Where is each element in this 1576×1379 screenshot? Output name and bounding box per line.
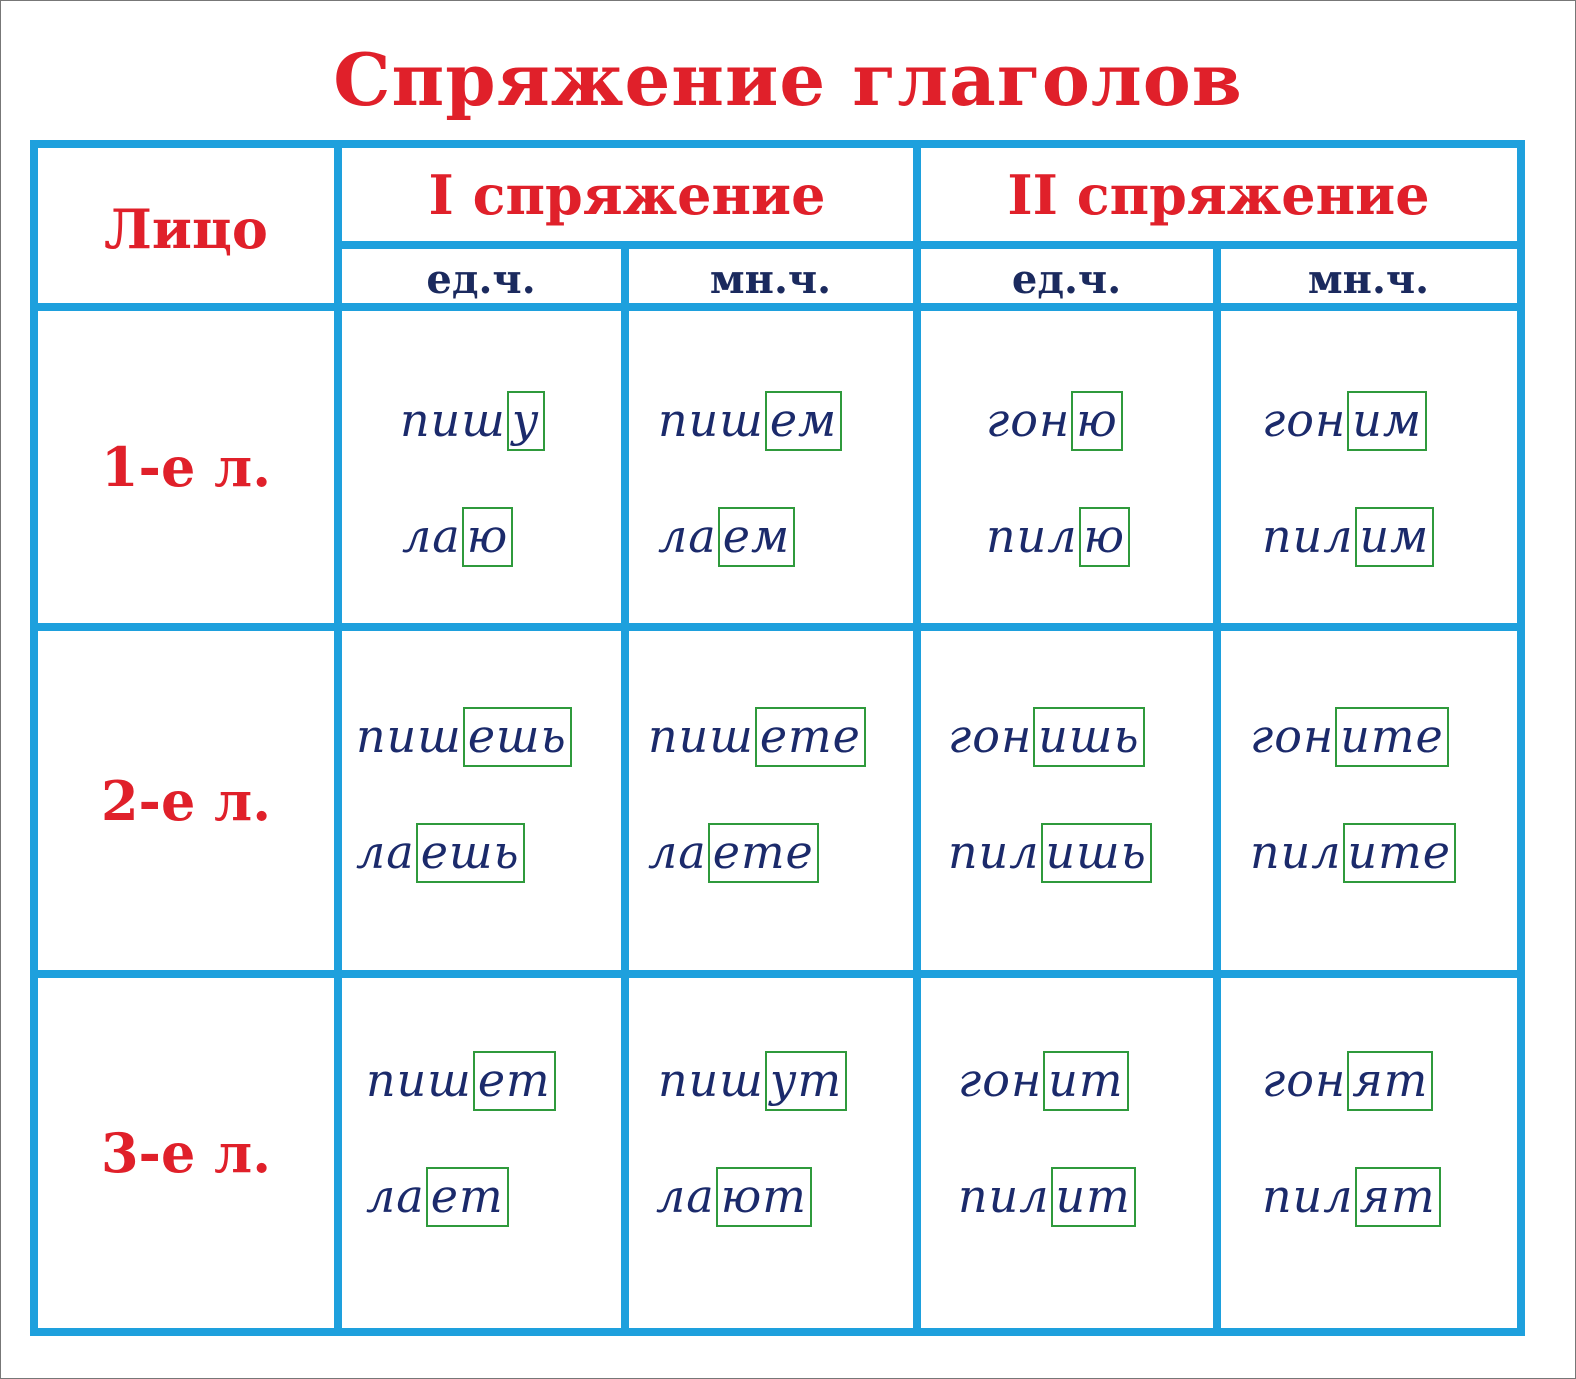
verb-stem: пил <box>1262 1169 1354 1223</box>
verb-ending-box: ем <box>718 507 795 567</box>
verb-stem: гон <box>1250 709 1335 763</box>
header-conjugation-2: II спряжение <box>1007 163 1430 227</box>
header-person: Лицо <box>104 197 268 261</box>
verb-stem: гон <box>948 709 1033 763</box>
verb-ending-box: ите <box>1335 707 1448 767</box>
verb-stem: ла <box>366 1169 425 1223</box>
person-label: 3-е л. <box>100 1121 271 1185</box>
verb-form <box>366 1169 509 1223</box>
verb-stem: пиш <box>356 709 462 763</box>
verb-ending-box: ит <box>1051 1167 1136 1227</box>
verb-ending-box: ешь <box>463 707 572 767</box>
grid-horizontal-line <box>30 1328 1525 1336</box>
verb-stem: пил <box>948 825 1040 879</box>
verb-ending-box: ишь <box>1033 707 1144 767</box>
verb-stem: гон <box>1262 1053 1347 1107</box>
verb-ending-box: им <box>1355 507 1435 567</box>
verb-form <box>1250 709 1449 763</box>
verb-stem: пиш <box>648 709 754 763</box>
verb-form <box>356 709 572 763</box>
verb-stem: гон <box>958 1053 1043 1107</box>
header-conj1-singular: ед.ч. <box>426 255 536 303</box>
grid-vertical-line <box>1213 241 1221 1336</box>
verb-stem: ла <box>402 509 461 563</box>
verb-form <box>986 509 1130 563</box>
verb-ending-box: ю <box>462 507 514 567</box>
verb-ending-box: ем <box>765 391 842 451</box>
verb-form <box>948 825 1152 879</box>
verb-form <box>402 509 513 563</box>
verb-form <box>1262 393 1427 447</box>
grid-horizontal-line <box>30 140 1525 148</box>
grid-vertical-line <box>1517 140 1525 1336</box>
verb-ending-box: ишь <box>1041 823 1152 883</box>
header-conj2-singular: ед.ч. <box>1011 255 1122 303</box>
verb-ending-box: ю <box>1079 507 1131 567</box>
verb-ending-box: им <box>1347 391 1427 451</box>
verb-stem: пиш <box>658 1053 764 1107</box>
grid-horizontal-line <box>30 970 1525 978</box>
verb-stem: гон <box>986 393 1071 447</box>
verb-form <box>656 1169 812 1223</box>
header-conj1-plural: мн.ч. <box>709 255 832 303</box>
verb-ending-box: ет <box>473 1051 556 1111</box>
verb-stem: ла <box>658 509 717 563</box>
person-label: 1-е л. <box>100 435 271 499</box>
verb-stem: ла <box>648 825 707 879</box>
verb-ending-box: ят <box>1355 1167 1441 1227</box>
grid-vertical-line <box>334 140 342 1336</box>
verb-ending-box: ете <box>708 823 819 883</box>
verb-form <box>658 509 795 563</box>
verb-stem: пил <box>1262 509 1354 563</box>
verb-form <box>1262 1053 1433 1107</box>
header-conjugation-1: I спряжение <box>428 163 826 227</box>
verb-form <box>1250 825 1456 879</box>
verb-ending-box: ешь <box>416 823 525 883</box>
verb-form <box>986 393 1123 447</box>
verb-ending-box: ете <box>755 707 866 767</box>
verb-ending-box: ет <box>426 1167 509 1227</box>
verb-form <box>958 1169 1136 1223</box>
verb-form <box>958 1053 1129 1107</box>
verb-stem: пил <box>958 1169 1050 1223</box>
verb-stem: пиш <box>658 393 764 447</box>
verb-ending-box: ит <box>1043 1051 1128 1111</box>
verb-ending-box: ут <box>765 1051 847 1111</box>
grid-vertical-line <box>913 140 921 1336</box>
verb-ending-box: ите <box>1343 823 1456 883</box>
verb-form <box>948 709 1145 763</box>
verb-form <box>648 709 866 763</box>
verb-stem: ла <box>656 1169 715 1223</box>
verb-stem: пиш <box>366 1053 472 1107</box>
verb-stem: пил <box>1250 825 1342 879</box>
verb-form <box>356 825 525 879</box>
header-conj2-plural: мн.ч. <box>1307 255 1430 303</box>
verb-form <box>658 393 842 447</box>
verb-stem: ла <box>356 825 415 879</box>
grid-horizontal-line <box>30 623 1525 631</box>
verb-form <box>366 1053 556 1107</box>
verb-form <box>658 1053 847 1107</box>
verb-form <box>1262 1169 1441 1223</box>
verb-form <box>400 393 545 447</box>
verb-ending-box: ю <box>1071 391 1123 451</box>
verb-ending-box: ют <box>716 1167 812 1227</box>
verb-stem: пил <box>986 509 1078 563</box>
verb-ending-box: у <box>507 391 545 451</box>
verb-ending-box: ят <box>1347 1051 1433 1111</box>
verb-form <box>1262 509 1434 563</box>
page-title: Спряжение глаголов <box>333 37 1243 122</box>
person-label: 2-е л. <box>100 768 271 833</box>
verb-form <box>648 825 819 879</box>
verb-stem: гон <box>1262 393 1347 447</box>
grid-vertical-line <box>30 140 38 1336</box>
grid-vertical-line <box>621 241 629 1336</box>
verb-stem: пиш <box>400 393 506 447</box>
